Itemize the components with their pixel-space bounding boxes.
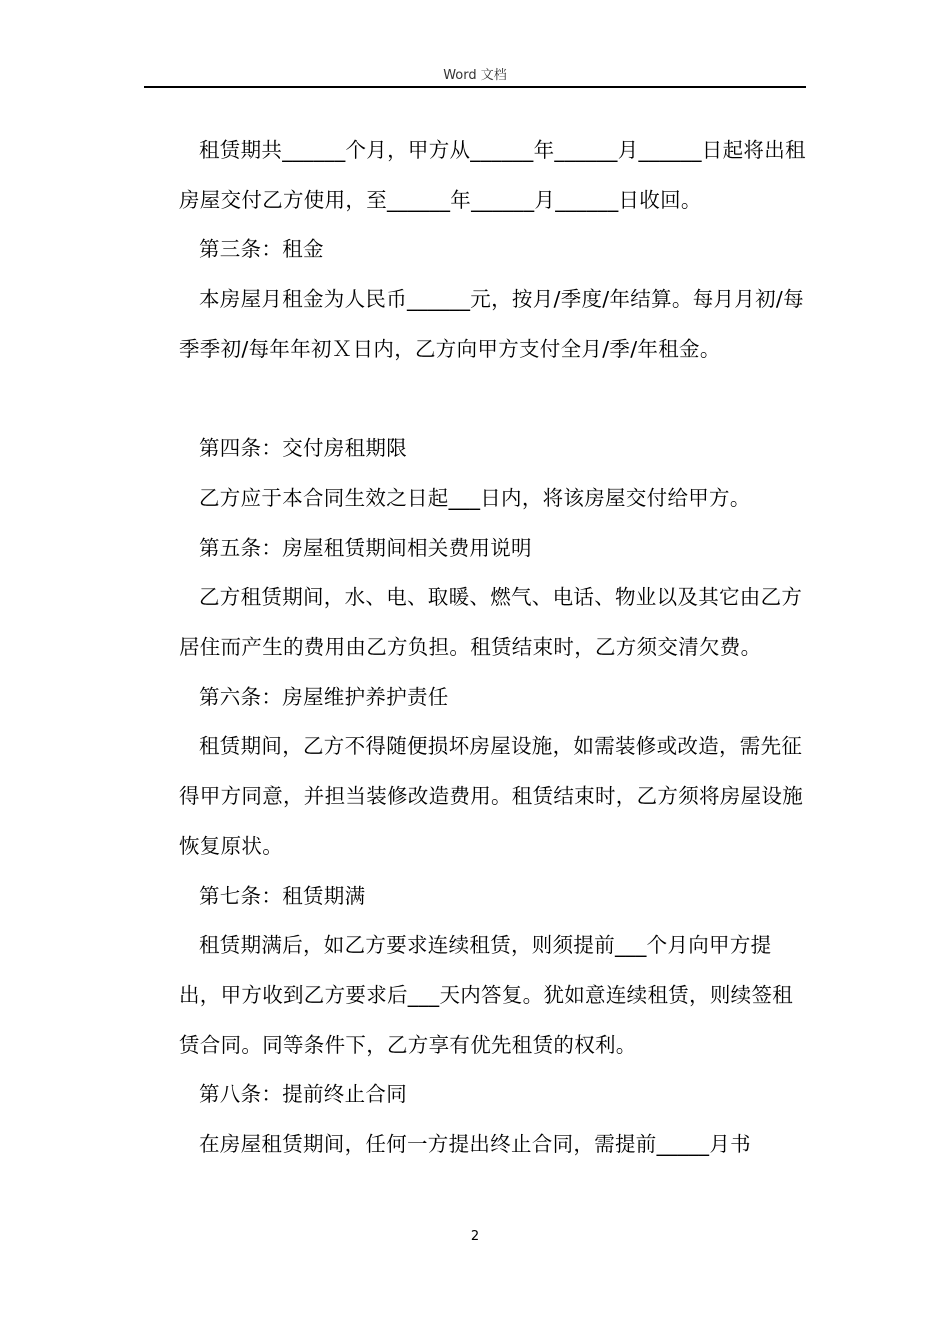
clause-6-heading: 第六条：房屋维护养护责任	[199, 684, 449, 709]
paragraph-delivery: 乙方应于本合同生效之日起___日内，将该房屋交付给甲方。	[199, 485, 751, 510]
page-number: 2	[470, 1229, 480, 1244]
paragraph-fees: 乙方租赁期间，水、电、取暖、燃气、电话、物业以及其它由乙方居住而产生的费用由乙方负担。租赁结束时，乙方须交清欠费。	[179, 585, 803, 660]
header-divider	[144, 86, 806, 88]
paragraph-expiry: 租赁期满后，如乙方要求连续租赁，则须提前___个月向甲方提出，甲方收到乙方要求后___天内答复。犹如意连续租赁，则续签租赁合同。同等条件下，乙方享有优先租赁的权利。	[179, 933, 794, 1057]
paragraph-rent: 本房屋月租金为人民币______元，按月/季度/年结算。每月月初/每季季初/每年年初Ｘ日内，乙方向甲方支付全月/季/年租金。	[179, 287, 804, 361]
paragraph-lease-term: 租赁期共______个月，甲方从______年______月______日起将出租房屋交付乙方使用，至______年______月______日收回。	[179, 138, 806, 212]
paragraph-maintenance: 租赁期间，乙方不得随便损坏房屋设施，如需装修或改造，需先征得甲方同意，并担当装修改造费用。租赁结束时，乙方须将房屋设施恢复原状。	[179, 734, 803, 858]
clause-8-heading: 第八条：提前终止合同	[199, 1082, 407, 1107]
paragraph-early-termination: 在房屋租赁期间，任何一方提出终止合同，需提前_____月书	[199, 1132, 751, 1157]
clause-4-heading: 第四条：交付房租期限	[199, 436, 407, 461]
clause-3-heading: 第三条：租金	[199, 237, 324, 262]
clause-7-heading: 第七条：租赁期满	[199, 883, 366, 908]
document-header-title: Word 文档	[443, 68, 507, 83]
clause-5-heading: 第五条：房屋租赁期间相关费用说明	[199, 535, 532, 560]
paragraph-spacer	[179, 375, 807, 425]
document-body	[179, 126, 807, 1170]
